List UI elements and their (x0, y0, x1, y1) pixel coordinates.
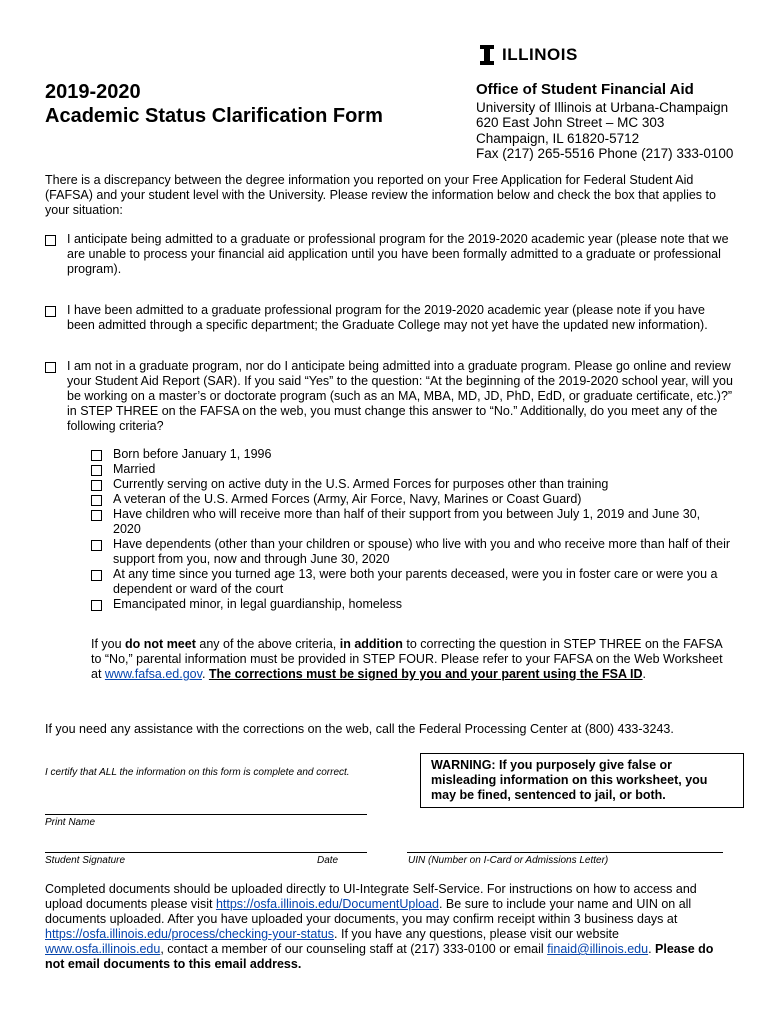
checkbox[interactable] (91, 570, 102, 581)
note-emphasis: The corrections must be signed by you and your parent using the FSA ID (208, 667, 643, 681)
checkbox[interactable] (91, 600, 102, 611)
office-contact: Fax (217) 265-5516 Phone (217) 333-0100 (476, 146, 734, 161)
note-text: If you (91, 637, 126, 651)
uin-label: UIN (Number on I-Card or Admissions Letter) (408, 855, 609, 866)
office-address-block (476, 82, 733, 162)
checkbox[interactable] (91, 510, 102, 521)
criteria-text: At any time since you turned age 13, were both your parents deceased, were you in foster care or were you a dependent or ward of the court (113, 567, 718, 596)
note-text: . (201, 667, 209, 681)
checking-status-link[interactable]: https://osfa.illinois.edu/process/checking-your-status (45, 927, 335, 941)
checkbox[interactable] (91, 465, 102, 476)
logo-text: ILLINOIS (502, 45, 578, 64)
criteria-item (91, 477, 731, 492)
signature-label: Student Signature (45, 855, 126, 866)
checkbox[interactable] (45, 362, 56, 373)
final-emphasis: Please do not email documents to this email address. (45, 942, 714, 971)
criteria-text: Emancipated minor, in legal guardianship, homeless (113, 597, 403, 611)
illinois-logo (480, 45, 578, 65)
upload-instructions (45, 882, 735, 972)
criteria-text: Have dependents (other than your children or spouse) who live with you and who receive more than half of their support from you, now and through June 30, 2020 (113, 537, 731, 566)
note-emphasis: in addition (339, 637, 403, 651)
checkbox[interactable] (91, 495, 102, 506)
parental-info-note (91, 637, 731, 682)
criteria-item (91, 462, 731, 477)
office-line: Champaign, IL 61820-5712 (476, 130, 640, 146)
form-name: Academic Status Clarification Form (45, 105, 383, 127)
office-line: 620 East John Street – MC 303 (476, 115, 665, 130)
form-title (45, 80, 383, 128)
uin-line[interactable] (407, 852, 723, 853)
note-text: . (642, 667, 647, 681)
checkbox[interactable] (91, 540, 102, 551)
note-text: any of the above criteria, (195, 637, 340, 651)
checkbox[interactable] (91, 450, 102, 461)
criteria-item (91, 597, 731, 612)
office-line: University of Illinois at Urbana-Champaign (476, 99, 729, 115)
checkbox[interactable] (45, 306, 56, 317)
document-upload-link[interactable]: https://osfa.illinois.edu/DocumentUpload (215, 897, 439, 911)
checkbox[interactable] (91, 480, 102, 491)
option-not-graduate (45, 359, 735, 434)
final-text: . Be sure to include your name and UIN on all documents uploaded. After you have uploaded your documents, you may confirm receipt within 3 business days at (45, 897, 692, 926)
criteria-item (91, 507, 731, 537)
option-text: I anticipate being admitted to a graduate or professional program for the 2019-2020 academic year (please note that we are unable to process your financial aid application until you have been formally admitted to a graduate or professional program). (67, 232, 729, 276)
assistance-text: If you need any assistance with the corrections on the web, call the Federal Processing Center at (800) 433-3243. (45, 722, 674, 736)
note-text: to correcting the question in STEP THREE on the FAFSA to “No,” parental information must be provided in STEP FOUR. Please refer to your FAFSA on the Web Worksheet at (91, 637, 723, 681)
criteria-item (91, 447, 731, 462)
criteria-text: A veteran of the U.S. Armed Forces (Army, Air Force, Navy, Marines or Coast Guard) (113, 492, 582, 506)
criteria-text: Born before January 1, 1996 (113, 447, 272, 461)
date-label: Date (317, 855, 339, 866)
signature-line[interactable] (45, 852, 367, 853)
option-text: I am not in a graduate program, nor do I anticipate being admitted into a graduate program. Please go online and review your Student Aid Report (SAR). If you said “Yes” to the question: “At the beginning of the 2019-2020 school year, will you be working on a master’s or doctorate program (such as an MA, MBA, MD, JD, PhD, EdD, or graduate certificate, etc.)?” in STEP THREE on the FAFSA on the web, you must change this answer to “No.” Additionally, do you meet any of the following criteria? (67, 359, 733, 433)
criteria-text: Currently serving on active duty in the U.S. Armed Forces for purposes other than training (113, 477, 609, 491)
print-name-line[interactable] (45, 814, 367, 815)
osfa-website-link[interactable]: www.osfa.illinois.edu (45, 942, 161, 956)
office-heading: Office of Student Financial Aid (476, 81, 694, 98)
print-name-label: Print Name (45, 817, 96, 828)
criteria-item (91, 492, 731, 507)
criteria-item (91, 537, 731, 567)
note-emphasis: do not meet (125, 637, 196, 651)
final-text: . (648, 942, 656, 956)
checkbox[interactable] (45, 235, 56, 246)
option-text: I have been admitted to a graduate professional program for the 2019-2020 academic year (please note if you have been admitted through a specific department; the Graduate College may not yet have the updated new information). (67, 303, 708, 332)
warning-box: WARNING: If you purposely give false or misleading information on this worksheet, you may be fined, sentenced to jail, or both. (420, 753, 744, 808)
illinois-block-i-icon (480, 45, 494, 65)
final-text: , contact a member of our counseling staff at (217) 333-0100 or email (160, 942, 548, 956)
criteria-item (91, 567, 731, 597)
certification-statement: I certify that ALL the information on this form is complete and correct. (45, 767, 350, 778)
intro-paragraph: There is a discrepancy between the degree information you reported on your Free Application for Federal Student Aid (FAFSA) and your student level with the University. Please review the information below and check the box that applies to your situation: (45, 173, 716, 217)
form-year: 2019-2020 (45, 81, 141, 103)
criteria-list (91, 447, 731, 612)
final-text: . If you have any questions, please visit our website (334, 927, 619, 941)
final-text: Completed documents should be uploaded directly to UI-Integrate Self-Service. For instructions on how to access and upload documents please visit (45, 882, 697, 911)
criteria-text: Have children who will receive more than half of their support from you between July 1, 2019 and June 30, 2020 (113, 507, 701, 536)
option-graduate-anticipated (45, 232, 735, 277)
option-graduate-admitted (45, 303, 735, 333)
fafsa-link[interactable]: www.fafsa.ed.gov (104, 667, 202, 681)
finaid-email-link[interactable]: finaid@illinois.edu (547, 942, 649, 956)
criteria-text: Married (113, 462, 156, 476)
